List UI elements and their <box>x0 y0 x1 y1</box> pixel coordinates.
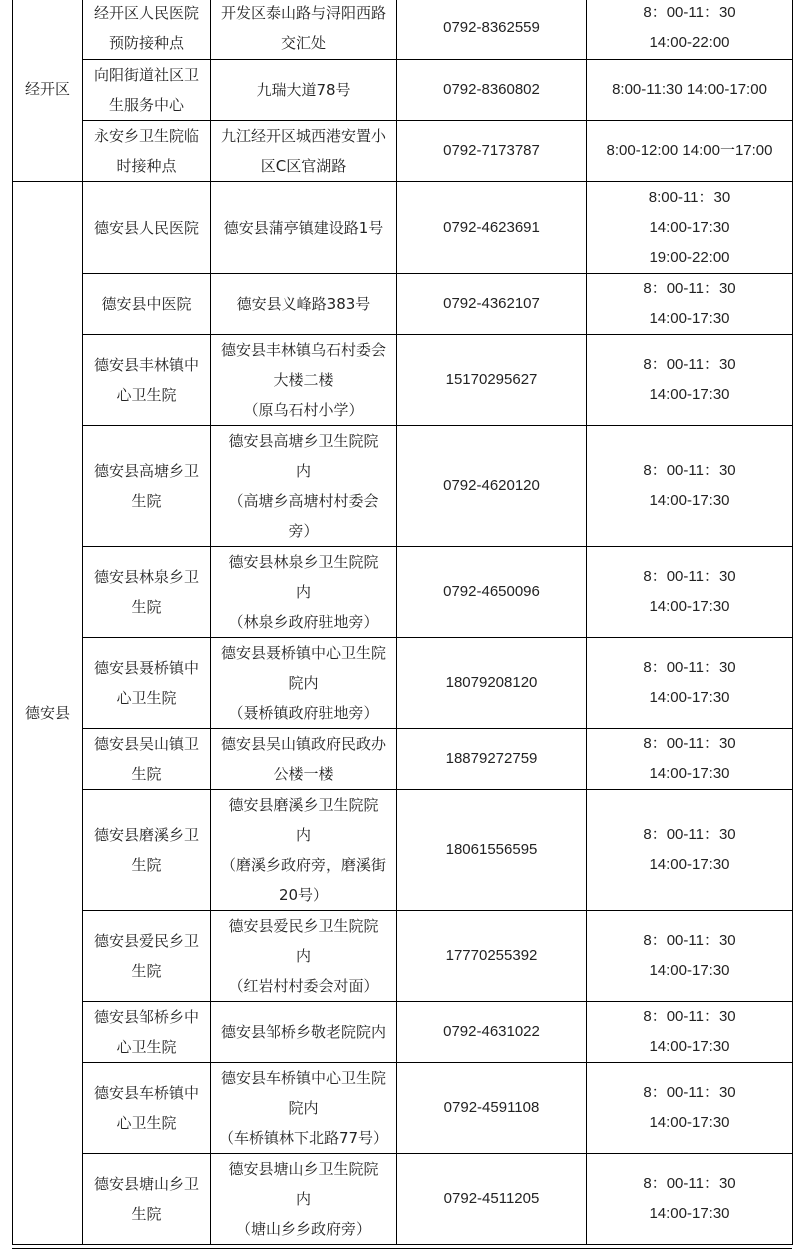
site-name-cell <box>83 1002 211 1063</box>
site-name-cell <box>83 60 211 121</box>
address-cell <box>211 121 397 182</box>
site-name-cell-line: 德安县聂桥镇中 <box>93 659 199 677</box>
hours-cell-line: 8：00-11：30 <box>643 1175 736 1192</box>
phone-cell: 0792-8360802 <box>397 60 587 121</box>
site-name-cell <box>83 335 211 426</box>
address-cell-line: 德安县高塘乡卫生院院 <box>228 432 379 450</box>
address-cell-line: 九江经开区城西港安置小 <box>220 127 386 145</box>
hours-cell <box>587 121 793 182</box>
hours-cell-line: 19:00-22:00 <box>649 248 730 266</box>
hours-cell-line: 8：00-11：30 <box>643 4 736 21</box>
phone-cell: 18879272759 <box>397 729 587 790</box>
hours-cell-line: 8：00-11：30 <box>643 462 736 479</box>
hours-cell-line: 8：00-11：30 <box>643 932 736 949</box>
site-name-cell-line: 德安县爱民乡卫 <box>93 932 199 950</box>
hours-cell-line: 14:00-17:30 <box>649 386 730 403</box>
site-name-cell-line: 预防接种点 <box>108 34 184 52</box>
site-name-cell-line: 向阳街道社区卫 <box>93 66 199 84</box>
hours-cell-line: 14:00-17:30 <box>649 689 730 706</box>
hours-cell <box>587 274 793 335</box>
table-body <box>13 0 793 1245</box>
address-cell <box>211 790 397 911</box>
address-cell-line: 德安县邹桥乡敬老院院内 <box>220 1023 386 1041</box>
district-cell: 经开区 <box>13 0 83 182</box>
address-cell-line: 内 <box>295 947 311 965</box>
address-cell-line: 德安县吴山镇政府民政办 <box>220 735 386 753</box>
address-cell-line: 区C区官湖路 <box>260 157 347 175</box>
phone-cell: 17770255392 <box>397 911 587 1002</box>
site-name-cell-line: 生院 <box>131 765 162 783</box>
site-name-cell-line: 心卫生院 <box>116 386 177 404</box>
phone-cell: 0792-8362559 <box>397 0 587 60</box>
hours-cell-line: 8：00-11：30 <box>643 826 736 843</box>
address-cell-line: 德安县车桥镇中心卫生院 <box>220 1069 386 1087</box>
address-cell-line: 德安县磨溪乡卫生院院 <box>228 796 379 814</box>
address-cell-line: （聂桥镇政府驻地旁） <box>228 704 379 722</box>
phone-cell: 0792-4631022 <box>397 1002 587 1063</box>
site-name-cell <box>83 274 211 335</box>
phone-cell: 0792-4591108 <box>397 1063 587 1154</box>
hours-cell-line: 14:00-17:30 <box>649 1114 730 1131</box>
address-cell <box>211 0 397 60</box>
site-name-cell-line: 德安县邹桥乡中 <box>93 1008 199 1026</box>
phone-cell: 15170295627 <box>397 335 587 426</box>
site-name-cell-line: 心卫生院 <box>116 1114 177 1132</box>
phone-cell: 0792-4620120 <box>397 426 587 547</box>
site-name-cell <box>83 1154 211 1245</box>
site-name-cell <box>83 729 211 790</box>
hours-cell-line: 14:00-17:30 <box>649 310 730 327</box>
hours-cell <box>587 426 793 547</box>
hours-cell-line: 14:00-17:30 <box>649 218 730 236</box>
site-name-cell-line: 心卫生院 <box>116 1038 177 1056</box>
address-cell-line: 交汇处 <box>280 34 326 52</box>
hours-cell-line: 8：00-11：30 <box>643 1008 736 1025</box>
address-cell-line: 内 <box>295 462 311 480</box>
hours-cell <box>587 1002 793 1063</box>
address-cell <box>211 911 397 1002</box>
address-cell <box>211 638 397 729</box>
site-name-cell-line: 生院 <box>131 856 162 874</box>
address-cell-line: （车桥镇林下北路77号） <box>218 1129 389 1147</box>
hours-cell-line: 8：00-11：30 <box>643 568 736 585</box>
site-name-cell-line: 德安县丰林镇中 <box>93 356 199 374</box>
site-name-cell <box>83 547 211 638</box>
site-name-cell-line: 德安县车桥镇中 <box>93 1084 199 1102</box>
address-cell-line: 德安县林泉乡卫生院院 <box>228 553 379 571</box>
address-cell <box>211 182 397 274</box>
address-cell-line: （原乌石村小学） <box>243 401 364 419</box>
table-row <box>13 790 793 911</box>
table-row <box>13 638 793 729</box>
site-name-cell <box>83 182 211 274</box>
hours-cell-line: 14:00-17:30 <box>649 598 730 615</box>
phone-cell: 0792-4362107 <box>397 274 587 335</box>
address-cell-line: 旁） <box>288 522 319 540</box>
site-name-cell-line: 德安县林泉乡卫 <box>93 568 199 586</box>
site-name-cell-line: 心卫生院 <box>116 689 177 707</box>
site-name-cell-line: 德安县人民医院 <box>93 218 199 237</box>
hours-cell <box>587 638 793 729</box>
hours-cell-line: 14:00-17:30 <box>649 1205 730 1222</box>
address-cell-line: 院内 <box>288 674 319 692</box>
site-name-cell <box>83 638 211 729</box>
hours-cell <box>587 335 793 426</box>
hours-cell-line: 14:00-22:00 <box>649 34 730 51</box>
hours-cell <box>587 729 793 790</box>
address-cell <box>211 60 397 121</box>
district-cell: 德安县 <box>13 182 83 1245</box>
table-row <box>13 1063 793 1154</box>
address-cell-line: 开发区泰山路与浔阳西路 <box>220 4 386 22</box>
address-cell <box>211 274 397 335</box>
table-row <box>13 1002 793 1063</box>
address-cell-line: （高塘乡高塘村村委会 <box>228 492 379 510</box>
hours-cell-line: 8：00-11：30 <box>643 356 736 373</box>
table-row <box>13 547 793 638</box>
address-cell-line: （林泉乡政府驻地旁） <box>228 613 379 631</box>
hours-cell-line: 8:00-11：30 <box>648 188 731 206</box>
phone-cell: 0792-4623691 <box>397 182 587 274</box>
address-cell-line: （塘山乡乡政府旁） <box>235 1220 371 1238</box>
site-name-cell <box>83 790 211 911</box>
address-cell <box>211 1063 397 1154</box>
hours-cell-line: 8：00-11：30 <box>643 735 736 752</box>
hours-cell-line: 8：00-11：30 <box>643 280 736 297</box>
hours-cell-line: 8：00-11：30 <box>643 659 736 676</box>
hours-cell-line: 8：00-11：30 <box>643 1084 736 1101</box>
hours-cell <box>587 911 793 1002</box>
address-cell <box>211 547 397 638</box>
site-name-cell <box>83 121 211 182</box>
site-name-cell-line: 德安县塘山乡卫 <box>93 1175 199 1193</box>
address-cell <box>211 335 397 426</box>
address-cell-line: 内 <box>295 583 311 601</box>
site-name-cell-line: 生服务中心 <box>108 96 184 114</box>
table-row <box>13 0 793 60</box>
table-row <box>13 426 793 547</box>
address-cell-line: 德安县塘山乡卫生院院 <box>228 1160 379 1178</box>
table-row <box>13 60 793 121</box>
site-name-cell <box>83 911 211 1002</box>
table-row <box>13 911 793 1002</box>
table-row <box>13 182 793 274</box>
address-cell-line: 德安县义峰路383号 <box>236 295 371 313</box>
address-cell-line: 内 <box>295 1190 311 1208</box>
hours-cell-line: 14:00-17:30 <box>649 856 730 873</box>
hours-cell <box>587 0 793 60</box>
site-name-cell-line: 永安乡卫生院临 <box>93 127 199 145</box>
site-name-cell-line: 生院 <box>131 598 162 616</box>
table-row <box>13 121 793 182</box>
phone-cell: 18061556595 <box>397 790 587 911</box>
table-row <box>13 729 793 790</box>
site-name-cell-line: 德安县磨溪乡卫 <box>93 826 199 844</box>
address-cell-line: （磨溪乡政府旁，磨溪街 <box>220 856 386 874</box>
hours-cell <box>587 1063 793 1154</box>
site-name-cell-line: 德安县中医院 <box>101 295 192 313</box>
phone-cell: 18079208120 <box>397 638 587 729</box>
address-cell-line: 内 <box>295 826 311 844</box>
hours-cell-line: 14:00-17:30 <box>649 765 730 782</box>
address-cell-line: 公楼一楼 <box>273 765 334 783</box>
table-row <box>13 335 793 426</box>
site-name-cell <box>83 1063 211 1154</box>
phone-cell: 0792-4650096 <box>397 547 587 638</box>
site-name-cell-line: 时接种点 <box>116 157 177 175</box>
address-cell-line: 大楼二楼 <box>273 371 334 389</box>
address-cell <box>211 1154 397 1245</box>
hours-cell <box>587 790 793 911</box>
address-cell-line: 九瑞大道78号 <box>256 81 351 99</box>
site-name-cell-line: 德安县高塘乡卫 <box>93 462 199 480</box>
phone-cell: 0792-7173787 <box>397 121 587 182</box>
hours-cell <box>587 60 793 121</box>
hours-cell-line: 14:00-17:30 <box>649 492 730 509</box>
address-cell-line: （红岩村村委会对面） <box>228 977 379 995</box>
hours-cell-line: 14:00-17:30 <box>649 962 730 979</box>
phone-cell: 0792-4511205 <box>397 1154 587 1245</box>
hours-cell <box>587 547 793 638</box>
hours-cell-line: 8:00-11:30 14:00-17:00 <box>612 81 767 98</box>
site-name-cell-line: 德安县吴山镇卫 <box>93 735 199 753</box>
site-name-cell <box>83 426 211 547</box>
hours-cell <box>587 1154 793 1245</box>
vaccination-sites-table <box>12 0 793 1245</box>
address-cell-line: 20号） <box>278 886 329 904</box>
hours-cell-line: 14:00-17:30 <box>649 1038 730 1055</box>
site-name-cell-line: 经开区人民医院 <box>93 4 199 22</box>
hours-cell <box>587 182 793 274</box>
address-cell <box>211 1002 397 1063</box>
site-name-cell-line: 生院 <box>131 492 162 510</box>
address-cell-line: 德安县爱民乡卫生院院 <box>228 917 379 935</box>
site-name-cell <box>83 0 211 60</box>
table-row <box>13 1154 793 1245</box>
address-cell-line: 院内 <box>288 1099 319 1117</box>
address-cell-line: 德安县聂桥镇中心卫生院 <box>220 644 386 662</box>
address-cell-line: 德安县丰林镇乌石村委会 <box>220 341 386 359</box>
site-name-cell-line: 生院 <box>131 1205 162 1223</box>
address-cell <box>211 729 397 790</box>
address-cell-line: 德安县蒲亭镇建设路1号 <box>223 218 384 237</box>
table-row <box>13 274 793 335</box>
site-name-cell-line: 生院 <box>131 962 162 980</box>
address-cell <box>211 426 397 547</box>
hours-cell-line: 8:00-12:00 14:00一17:00 <box>606 142 773 159</box>
